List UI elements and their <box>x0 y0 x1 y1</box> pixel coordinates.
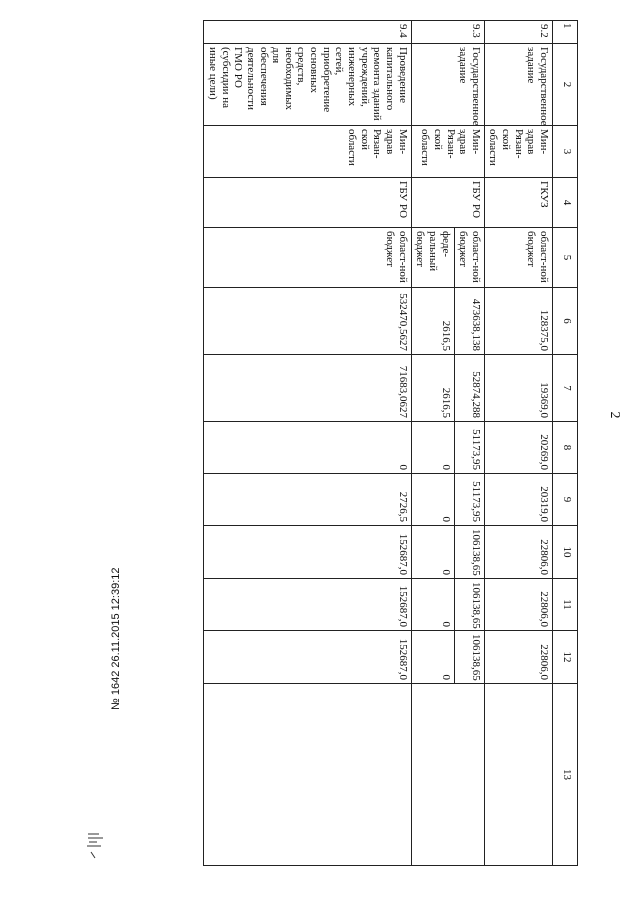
row-name: Государственное задание <box>484 44 552 126</box>
row-organization: Мин-здрав Рязан-ской области <box>484 126 552 178</box>
row-source: феде-ральный бюджет <box>411 228 454 288</box>
row-executor: ГКУЗ <box>484 178 552 228</box>
row-value-c12: 0 <box>411 631 454 684</box>
header-cell: 1 <box>553 21 578 44</box>
row-value-c13 <box>411 684 484 866</box>
row-value-c8: 51173,95 <box>454 422 484 474</box>
row-name: Проведение капитального ремонта зданий учреждений, инженерных сетей, приобретение основных средств, необходимых для обеспечения деятельности ГМО РО (субсидии на иные цели) <box>204 44 411 126</box>
row-executor: ГБУ РО <box>204 178 411 228</box>
row-value-c9: 20319,0 <box>484 474 552 526</box>
row-value-c7: 2616,5 <box>411 355 454 422</box>
document-footer: № 1642 26.11.2015 12:39:12 <box>110 567 122 710</box>
row-number: 9.4 <box>204 21 411 44</box>
row-organization: Мин-здрав Рязан-ской области <box>204 126 411 178</box>
row-value-c6: 2616,5 <box>411 288 454 355</box>
row-value-c11: 106138,65 <box>454 579 484 631</box>
row-value-c12: 22806,0 <box>484 631 552 684</box>
row-value-c12: 106138,65 <box>454 631 484 684</box>
header-cell: 2 <box>553 44 578 126</box>
row-value-c7: 19369,0 <box>484 355 552 422</box>
row-value-c10: 106138,65 <box>454 526 484 579</box>
row-value-c10: 0 <box>411 526 454 579</box>
row-value-c13 <box>484 684 552 866</box>
row-value-c6: 128375,0 <box>484 288 552 355</box>
stamp-icon <box>85 830 107 860</box>
table-row <box>204 21 411 866</box>
rotated-table-wrapper <box>63 20 578 865</box>
row-organization: Мин-здрав Рязан-ской области <box>411 126 484 178</box>
header-cell: 8 <box>553 422 578 474</box>
header-cell: 6 <box>553 288 578 355</box>
header-cell: 7 <box>553 355 578 422</box>
row-name: Государственное задание <box>411 44 484 126</box>
header-cell: 12 <box>553 631 578 684</box>
table-row <box>454 21 484 866</box>
row-value-c9: 0 <box>411 474 454 526</box>
header-cell: 9 <box>553 474 578 526</box>
header-cell: 13 <box>553 684 578 866</box>
row-value-c11: 22806,0 <box>484 579 552 631</box>
row-source: област-ной бюджет <box>484 228 552 288</box>
budget-table <box>203 20 578 866</box>
header-cell: 10 <box>553 526 578 579</box>
row-source: област-ной бюджет <box>204 228 411 288</box>
row-value-c8: 20269,0 <box>484 422 552 474</box>
row-executor: ГБУ РО <box>411 178 484 228</box>
header-cell: 11 <box>553 579 578 631</box>
table-header-row <box>553 21 578 866</box>
row-value-c9: 51173,95 <box>454 474 484 526</box>
row-value-c13 <box>204 684 411 866</box>
row-value-c6: 532470,5627 <box>204 288 411 355</box>
row-value-c7: 52874,288 <box>454 355 484 422</box>
row-value-c8: 0 <box>411 422 454 474</box>
header-cell: 3 <box>553 126 578 178</box>
row-number: 9.3 <box>411 21 484 44</box>
stamp-mark <box>85 830 107 860</box>
row-value-c10: 152687,0 <box>204 526 411 579</box>
table-row <box>484 21 552 866</box>
row-value-c9: 2726,5 <box>204 474 411 526</box>
row-value-c12: 152687,0 <box>204 631 411 684</box>
page-number: 2 <box>607 411 622 419</box>
row-value-c8: 0 <box>204 422 411 474</box>
header-cell: 4 <box>553 178 578 228</box>
header-cell: 5 <box>553 228 578 288</box>
row-value-c11: 0 <box>411 579 454 631</box>
row-value-c7: 71683,0627 <box>204 355 411 422</box>
row-value-c10: 22806,0 <box>484 526 552 579</box>
row-value-c6: 473638,138 <box>454 288 484 355</box>
row-source: област-ной бюджет <box>454 228 484 288</box>
row-number: 9.2 <box>484 21 552 44</box>
row-value-c11: 152687,0 <box>204 579 411 631</box>
